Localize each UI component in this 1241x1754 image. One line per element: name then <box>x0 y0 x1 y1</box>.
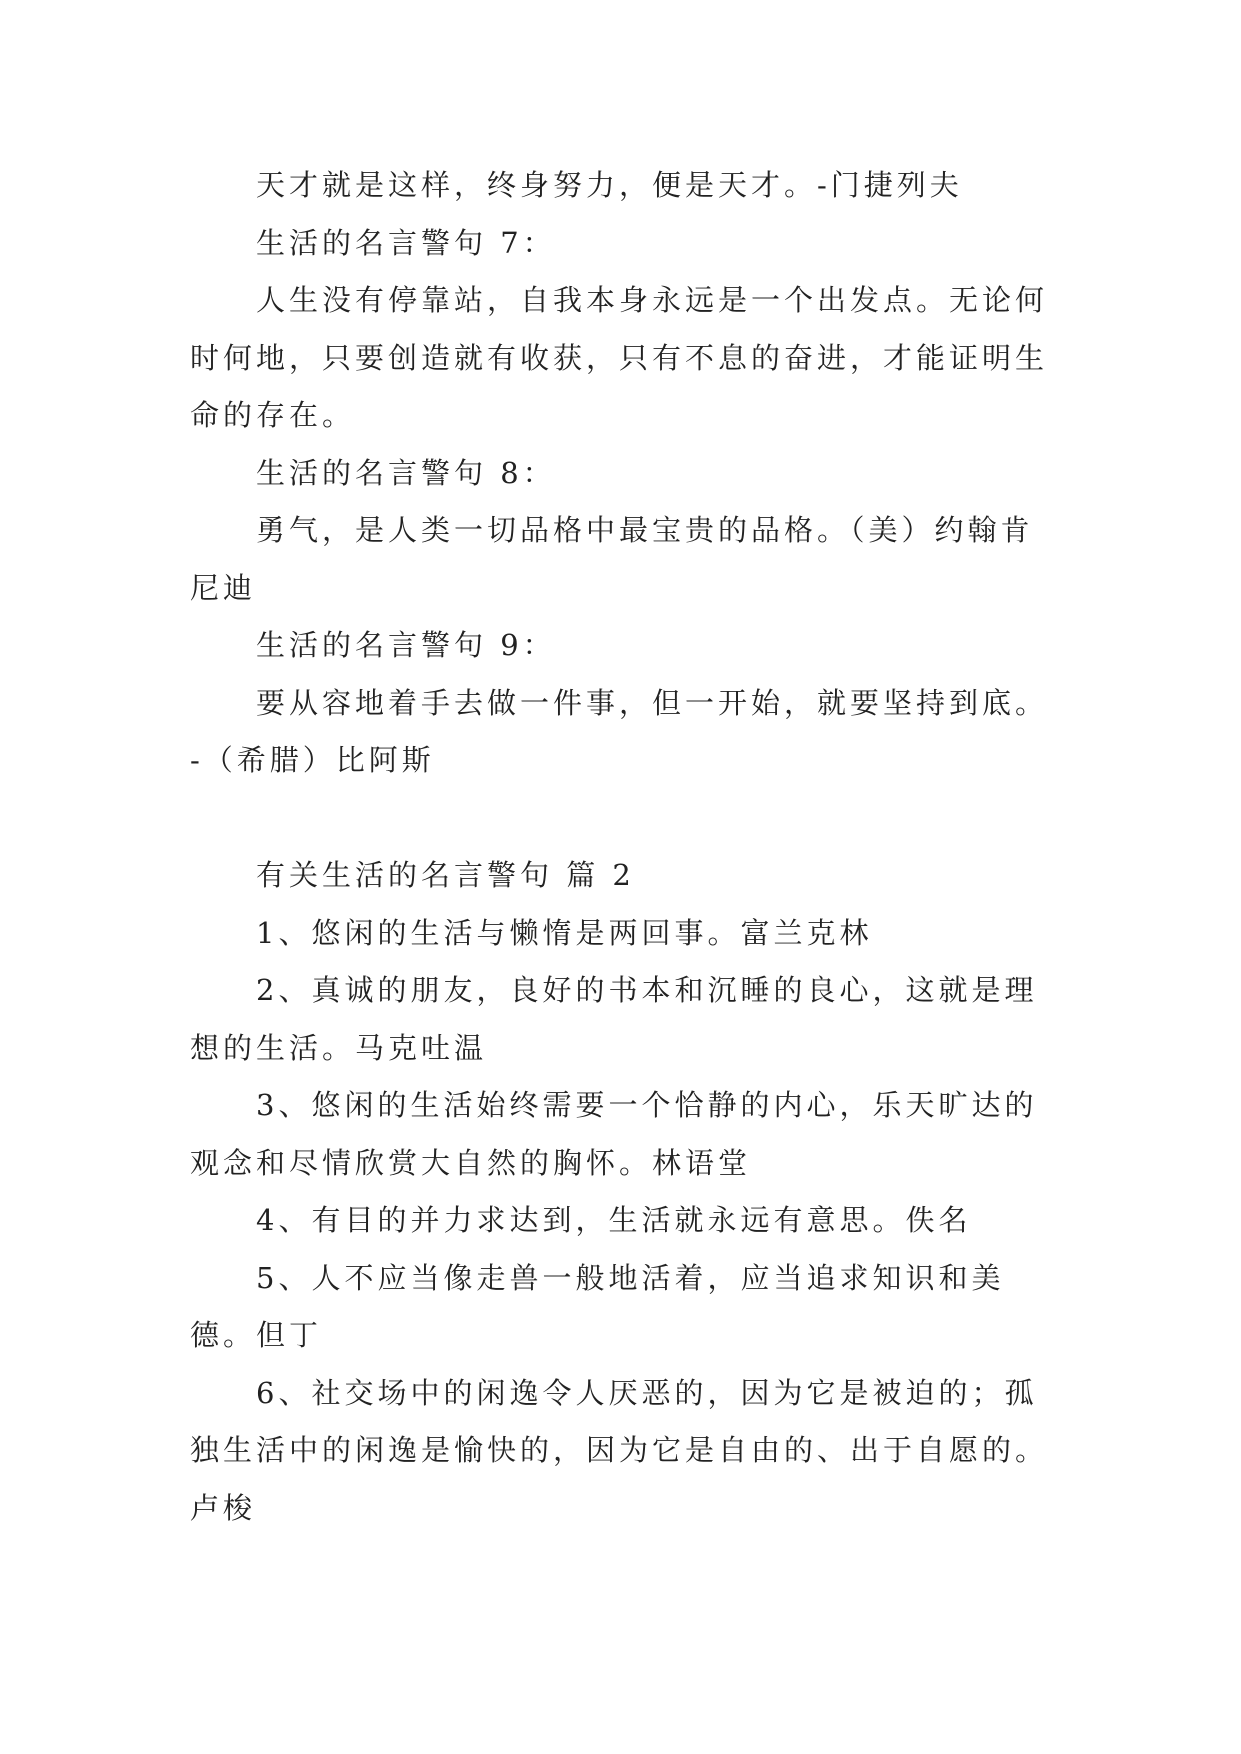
list-item: 4、有目的并力求达到，生活就永远有意思。佚名 <box>256 1203 972 1237</box>
section-label: 生活的名言警句 9： <box>256 628 556 662</box>
section-heading: 有关生活的名言警句 篇 2 <box>256 858 635 892</box>
list-item: 1、悠闲的生活与懒惰是两回事。富兰克林 <box>256 915 873 950</box>
list-item: 5、人不应当像走兽一般地活着，应当追求知识和美德。但丁 <box>190 1260 1005 1352</box>
list-item: 3、悠闲的生活始终需要一个恰静的内心，乐天旷达的观念和尽情欣赏大自然的胸怀。林语堂 <box>190 1088 1038 1180</box>
quote-paragraph: 要从容地着手去做一件事，但一开始，就要坚持到底。-（希腊）比阿斯 <box>190 685 1049 777</box>
blank-line <box>190 790 1056 848</box>
list-item: 2、真诚的朋友，良好的书本和沉睡的良心，这就是理想的生活。马克吐温 <box>190 973 1038 1065</box>
quote-paragraph: 人生没有停靠站，自我本身永远是一个出发点。无论何时何地，只要创造就有收获，只有不息的奋进，才能证明生命的存在。 <box>190 283 1049 432</box>
document-body <box>190 157 1056 1537</box>
section-label: 生活的名言警句 7： <box>256 225 556 260</box>
section-label: 生活的名言警句 8： <box>256 455 556 490</box>
quote-paragraph: 天才就是这样，终身努力，便是天才。-门捷列夫 <box>256 168 963 202</box>
list-item: 6、社交场中的闲逸令人厌恶的，因为它是被迫的；孤独生活中的闲逸是愉快的，因为它是自由的、出于自愿的。卢梭 <box>190 1375 1049 1525</box>
quote-paragraph: 勇气，是人类一切品格中最宝贵的品格。（美）约翰肯尼迪 <box>190 513 1034 605</box>
